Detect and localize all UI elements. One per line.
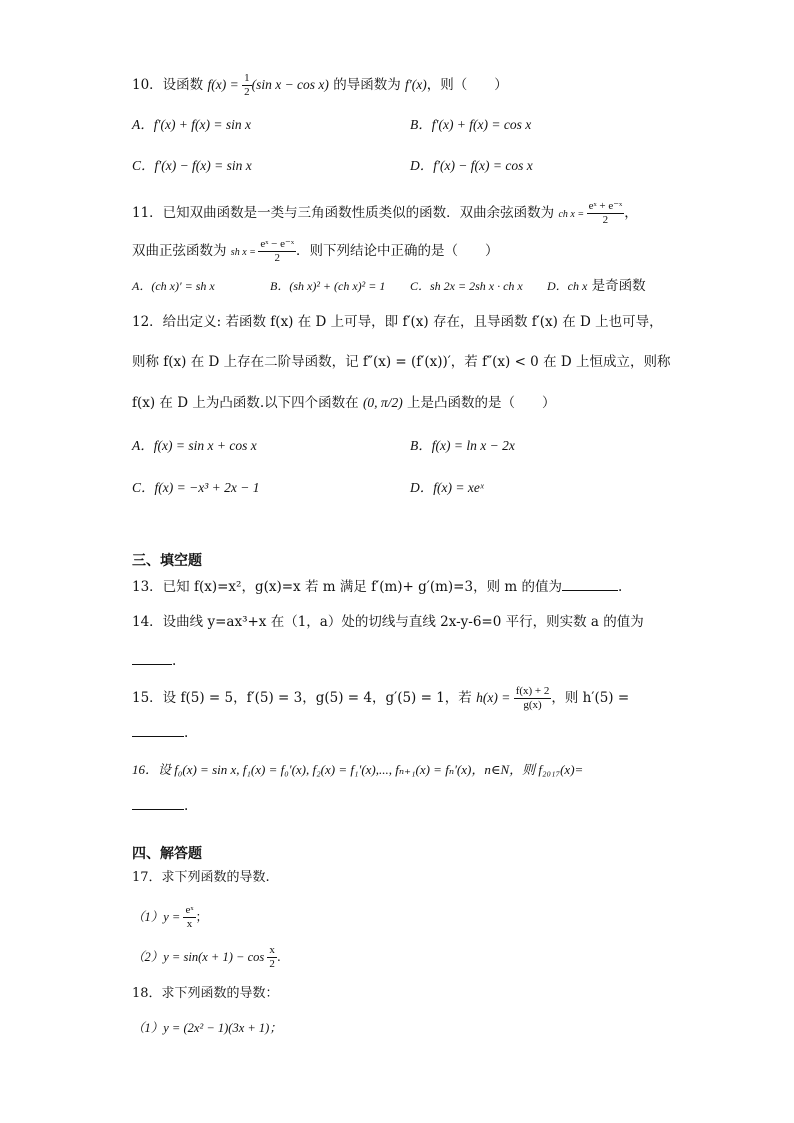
q11-sh-den: 2	[274, 252, 280, 264]
q14-end: .	[172, 653, 177, 669]
q11-option-d-math: D．ch x	[547, 279, 588, 293]
q11-stem-sh-prefix: 双曲正弦函数为	[132, 243, 231, 259]
q15-line	[132, 685, 629, 712]
q11-stem-line2	[132, 238, 499, 265]
q12-stem-line2: 则称 f(x) 在 D 上存在二阶导函数，记 f″(x) = (f′(x))′，若 f″(x) < 0 在 D 上恒成立，则称	[132, 354, 671, 370]
q17-part1-fraction	[183, 904, 195, 931]
q12-stem-line3-prefix: f(x) 在 D 上为凸函数.以下四个函数在	[132, 395, 363, 411]
q11-sh-num: eˣ − e⁻ˣ	[260, 238, 295, 250]
q17-stem: 17．求下列函数的导数.	[132, 870, 270, 885]
q17-part2-den: 2	[269, 958, 275, 970]
section-fill-in-title: 三、填空题	[132, 553, 202, 569]
q12-stem-line1: 12．给出定义: 若函数 f(x) 在 D 上可导，即 f′(x) 存在，且导函数 f′(x) 在 D 上也可导，	[132, 314, 663, 330]
q11-option-a: A．(ch x)′ = sh x	[132, 279, 215, 293]
q10-function-lhs: f(x) =	[207, 77, 243, 92]
q16-answer-blank[interactable]	[132, 795, 184, 810]
q17-part2-prefix: （2）y = sin(x + 1) − cos	[132, 950, 268, 964]
q12-stem-line3-suffix: 上是凸函数的是（ ）	[402, 395, 556, 411]
q11-option-c: C．sh 2x = 2sh x · ch x	[410, 279, 523, 293]
section-answer-title: 四、解答题	[132, 846, 202, 862]
q10-half-fraction	[242, 72, 252, 99]
q11-ch-den: 2	[602, 214, 609, 226]
q15-answer-line	[132, 722, 188, 743]
q16-answer-line	[132, 795, 188, 816]
q11-stem-prefix: 11．已知双曲函数是一类与三角函数性质类似的函数．双曲余弦函数为	[132, 205, 559, 221]
q16-line: 16．设 f₀(x) = sin x, f₁(x) = f₀′(x), f₂(x) = f₁′(x),..., fₙ₊₁(x) = fₙ′(x)，n∈N，则 f₂₀₁₇(x)=	[132, 762, 584, 777]
q15-h-num: f(x) + 2	[515, 685, 550, 697]
q17-part1-prefix: （1）y =	[132, 910, 184, 924]
q17-part1-suffix: ；	[195, 909, 209, 924]
q10-frac-num: 1	[244, 72, 250, 84]
q12-option-a: A．f(x) = sin x + cos x	[132, 438, 257, 453]
q17-part1	[132, 904, 208, 931]
q11-ch-fraction	[587, 200, 625, 227]
q11-option-b: B．(sh x)² + (ch x)² = 1	[270, 279, 386, 293]
q14-answer-line	[132, 650, 176, 671]
q17-part1-den: x	[186, 918, 193, 930]
q17-part2	[132, 944, 281, 971]
q11-ch-num: eˣ + e⁻ˣ	[588, 200, 623, 212]
q17-part1-num: eˣ	[185, 904, 194, 916]
q10-derivative: f′(x)	[405, 77, 427, 92]
q17-part2-fraction	[267, 944, 277, 971]
q10-stem-prefix: 10．设函数	[132, 77, 208, 93]
q12-interval: (0, π/2)	[362, 395, 403, 410]
q11-sh-def: sh x =	[230, 247, 259, 258]
q13-end: .	[617, 579, 623, 595]
q12-stem-line3	[132, 393, 556, 413]
q15-text-suffix: ，则 h′(5) =	[551, 690, 630, 706]
q11-stem-suffix: ．则下列结论中正确的是（ ）	[296, 243, 499, 259]
q10-option-c: C．f′(x) − f(x) = sin x	[132, 158, 252, 173]
q15-h-fraction	[514, 685, 552, 712]
q10-frac-den: 2	[244, 86, 250, 98]
q17-part2-num: x	[269, 944, 275, 956]
q11-option-d	[547, 276, 646, 296]
q10-option-b: B．f′(x) + f(x) = cos x	[410, 117, 532, 132]
q12-option-b: B．f(x) = ln x − 2x	[410, 438, 515, 453]
q10-stem-suffix: ，则（ ）	[426, 77, 508, 93]
q18-stem: 18．求下列函数的导数：	[132, 986, 279, 1001]
q13-answer-blank[interactable]	[562, 576, 618, 591]
q11-stem-line1	[132, 200, 638, 227]
q15-h-den: g(x)	[523, 699, 542, 711]
q10-option-a: A．f′(x) + f(x) = sin x	[132, 117, 252, 132]
q16-end: .	[184, 798, 189, 814]
q11-ch-def: ch x =	[558, 209, 587, 220]
q12-option-d: D．f(x) = xeˣ	[410, 480, 484, 495]
q14-line: 14．设曲线 y=ax³+x 在（1，a）处的切线与直线 2x-y-6=0 平行，则实数 a 的值为	[132, 614, 644, 630]
q10-function-rhs: (sin x − cos x)	[251, 77, 329, 92]
q11-sh-fraction	[258, 238, 296, 265]
q10-stem-mid: 的导函数为	[328, 77, 406, 93]
q14-answer-blank[interactable]	[132, 650, 172, 665]
q11-stem-comma: ，	[624, 205, 638, 221]
q13-text: 13．已知 f(x)=x²，g(x)=x 若 m 满足 f′(m)+ g′(m)=3，则 m 的值为	[132, 579, 562, 595]
q15-text-prefix: 15．设 f(5) = 5，f′(5) = 3，g(5) = 4，g′(5) = 1，若	[132, 690, 477, 706]
q15-end: .	[184, 725, 189, 741]
q11-option-d-text: 是奇函数	[587, 278, 646, 294]
q13-line	[132, 576, 622, 597]
q12-option-c: C．f(x) = −x³ + 2x − 1	[132, 480, 260, 495]
q18-part1: （1）y = (2x² − 1)(3x + 1)；	[132, 1021, 282, 1035]
q10-stem	[132, 72, 508, 99]
q10-option-d: D．f′(x) − f(x) = cos x	[410, 158, 533, 173]
q17-part2-suffix: .	[276, 949, 281, 964]
q15-h-lhs: h(x) =	[476, 690, 514, 705]
q15-answer-blank[interactable]	[132, 722, 184, 737]
